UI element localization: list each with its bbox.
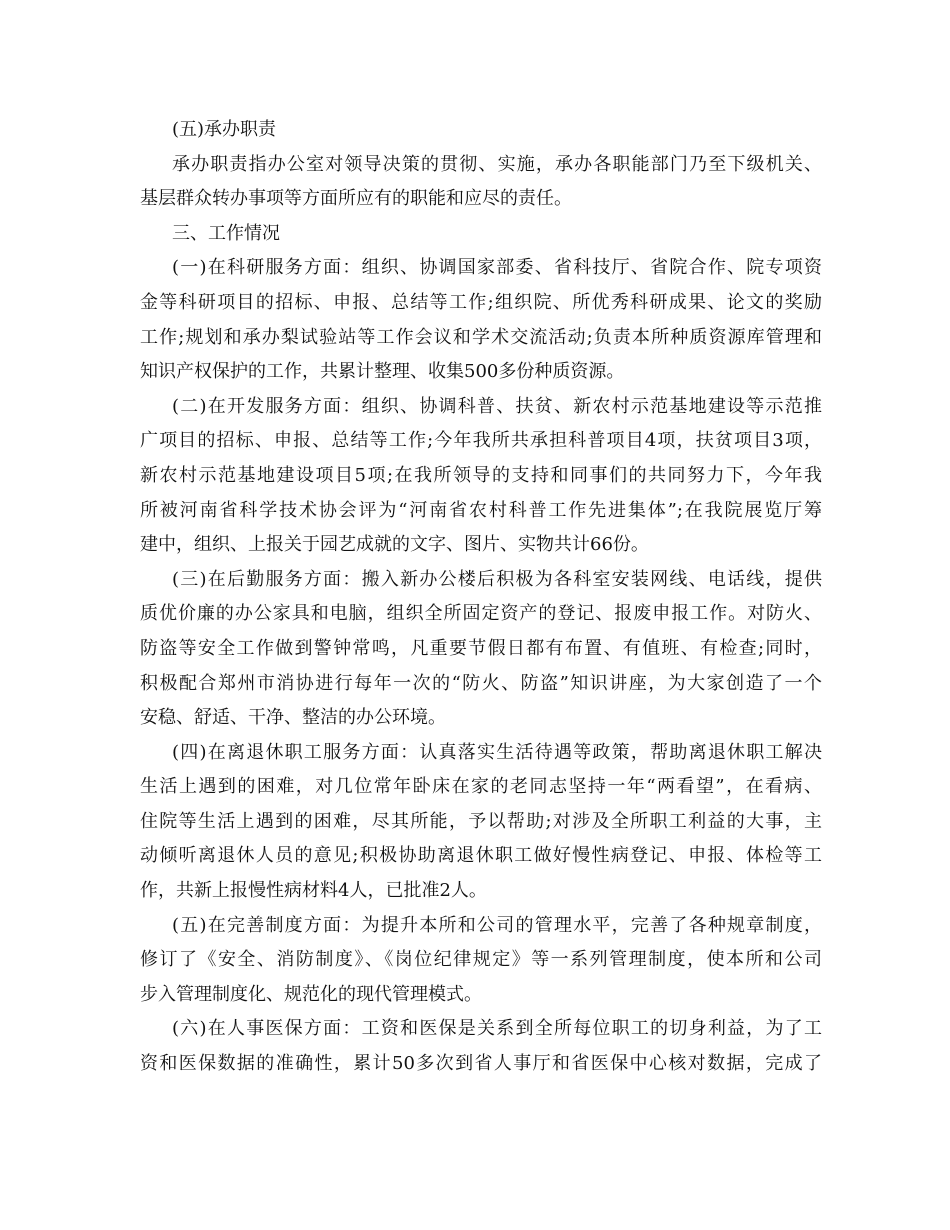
paragraph-line: (二)在开发服务方面：组织、协调科普、扶贫、新农村示范基地建设等示范推 (172, 395, 822, 417)
paragraph-line: 资和医保数据的准确性，累计50多次到省人事厅和省医保中心核对数据，完成了 (140, 1053, 822, 1075)
paragraph-line: (五)在完善制度方面：为提升本所和公司的管理水平，完善了各种规章制度， (172, 914, 822, 936)
paragraph-line: 基层群众转办事项等方面所应有的职能和应尽的责任。 (140, 188, 572, 210)
paragraph-line: 金等科研项目的招标、申报、总结等工作;组织院、所优秀科研成果、论文的奖励 (140, 291, 822, 313)
paragraph-line: 工作;规划和承办梨试验站等工作会议和学术交流活动;负责本所种质资源库管理和 (140, 326, 822, 348)
paragraph-line: 积极配合郑州市消协进行每年一次的“防火、防盗”知识讲座，为大家创造了一个 (140, 672, 822, 694)
section-heading: 三、工作情况 (172, 222, 280, 244)
paragraph-line: 生活上遇到的困难，对几位常年卧床在家的老同志坚持一年“两看望”，在看病、 (140, 776, 822, 798)
paragraph-line: 修订了《安全、消防制度》、《岗位纪律规定》等一系列管理制度，使本所和公司 (140, 949, 822, 971)
paragraph-line: (三)在后勤服务方面：搬入新办公楼后积极为各科室安装网线、电话线，提供 (172, 568, 822, 590)
paragraph-line: 质优价廉的办公家具和电脑，组织全所固定资产的登记、报废申报工作。对防火、 (140, 603, 822, 625)
paragraph-line: 新农村示范基地建设项目5项;在我所领导的支持和同事们的共同努力下，今年我 (140, 464, 822, 486)
paragraph-line: (六)在人事医保方面：工资和医保是关系到全所每位职工的切身利益，为了工 (172, 1018, 822, 1040)
paragraph-line: 步入管理制度化、规范化的现代管理模式。 (140, 983, 482, 1005)
paragraph-line: 住院等生活上遇到的困难，尽其所能，予以帮助;对涉及全所职工利益的大事，主 (140, 810, 822, 832)
paragraph-line: 动倾听离退休人员的意见;积极协助离退休职工做好慢性病登记、申报、体检等工 (140, 845, 822, 867)
document-body (140, 113, 822, 1082)
paragraph-line: (一)在科研服务方面：组织、协调国家部委、省科技厅、省院合作、院专项资 (172, 257, 822, 279)
paragraph-line: 防盗等安全工作做到警钟常鸣，凡重要节假日都有布置、有值班、有检查;同时， (140, 637, 822, 659)
section-heading: (五)承办职责 (172, 119, 277, 140)
paragraph-line: 广项目的招标、申报、总结等工作;今年我所共承担科普项目4项，扶贫项目3项， (140, 430, 822, 452)
paragraph-line: 作，共新上报慢性病材料4人，已批准2人。 (140, 880, 487, 902)
paragraph-line: 承办职责指办公室对领导决策的贯彻、实施，承办各职能部门乃至下级机关、 (172, 153, 822, 175)
paragraph-line: (四)在离退休职工服务方面：认真落实生活待遇等政策，帮助离退休职工解决 (172, 741, 822, 763)
paragraph-line: 建中，组织、上报关于园艺成就的文字、图片、实物共计66份。 (140, 534, 649, 556)
paragraph-line: 安稳、舒适、干净、整洁的办公环境。 (140, 707, 446, 729)
paragraph-line: 知识产权保护的工作，共累计整理、收集500多份种质资源。 (140, 361, 625, 383)
paragraph-line: 所被河南省科学技术协会评为“河南省农村科普工作先进集体”;在我院展览厅筹 (140, 499, 822, 521)
